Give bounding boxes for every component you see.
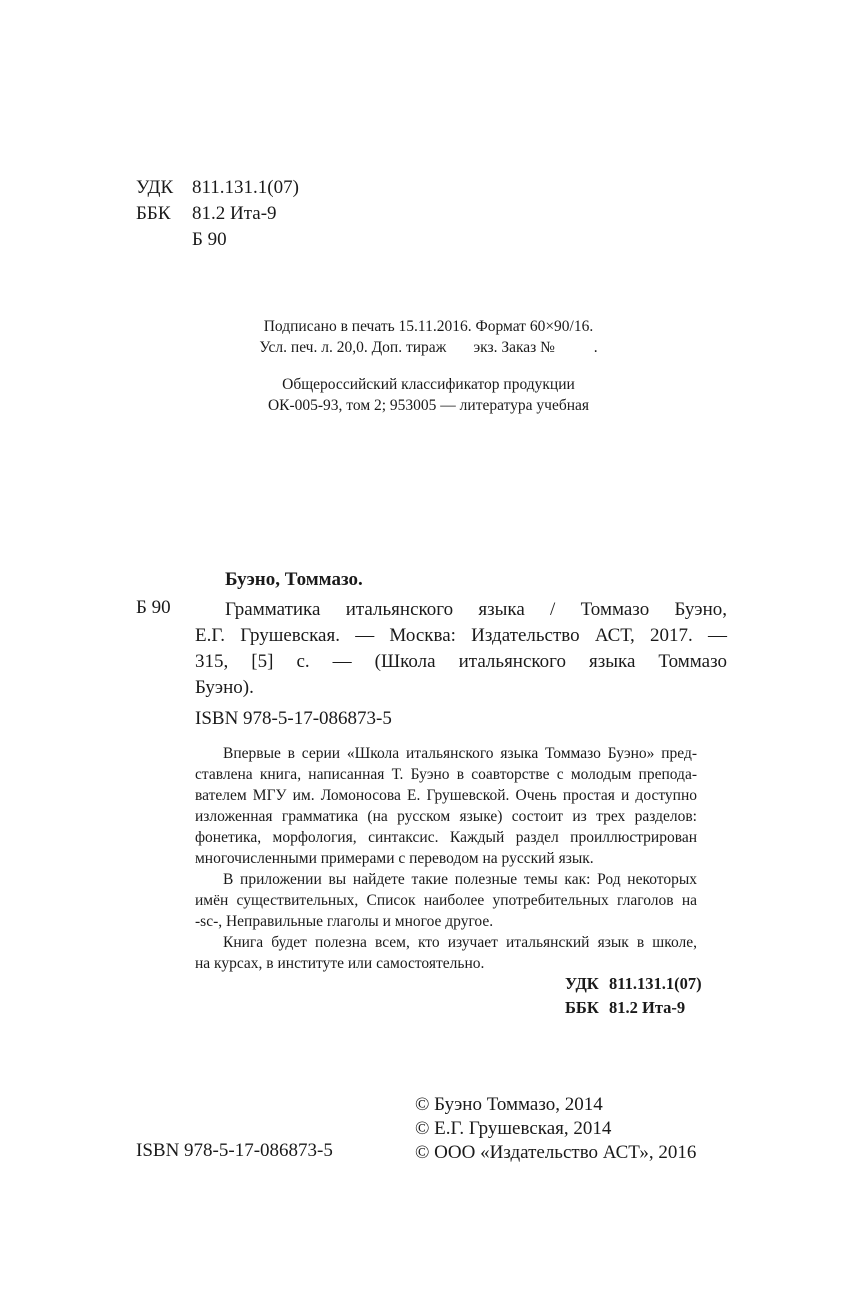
bib-line: 315, [5] с. — (Школа итальянского языка Томмазо (195, 651, 727, 672)
copyright-line: © ООО «Издательство АСТ», 2016 (415, 1142, 697, 1163)
bib-code: Б 90 (136, 597, 171, 618)
udk-value: 811.131.1(07) (192, 177, 299, 198)
right-classification (565, 972, 702, 1020)
right-bbk-line (565, 996, 702, 1020)
imprint-line-3: Общероссийский классификатор продукции (282, 376, 575, 393)
author-code: Б 90 (192, 229, 227, 250)
annotation-line: вателем МГУ им. Ломоносова Е. Грушевской. Очень простая и доступно (195, 787, 697, 804)
bib-isbn: ISBN 978-5-17-086873-5 (195, 708, 392, 729)
imprint-block (0, 316, 857, 416)
annotation-line: ставлена книга, написанная Т. Буэно в соавторстве с молодым препода- (195, 766, 697, 783)
copyright-line: © Е.Г. Грушевская, 2014 (415, 1118, 612, 1139)
bbk-value: 81.2 Ита-9 (192, 203, 277, 224)
copyright-line: © Буэно Томмазо, 2014 (415, 1094, 603, 1115)
udk-line (136, 175, 299, 201)
udk-label: УДК (136, 177, 174, 198)
right-udk-value: 811.131.1(07) (609, 974, 702, 993)
bib-line: Буэно). (195, 677, 254, 698)
annotation (195, 743, 697, 974)
author-code-line (136, 227, 299, 253)
annotation-line: на курсах, в институте или самостоятельно. (195, 955, 485, 972)
annotation-line: многочисленными примерами с переводом на русский язык. (195, 850, 594, 867)
annotation-line: имён существительных, Список наиболее употребительных глаголов на (195, 892, 697, 909)
right-bbk-label: ББК (565, 998, 599, 1017)
annotation-line: изложенная грамматика (на русском языке) состоит из трех разделов: (195, 808, 697, 825)
copyright-block (415, 1093, 696, 1165)
bbk-label: ББК (136, 203, 171, 224)
annotation-line: В приложении вы найдете такие полезные темы как: Род некоторых (223, 871, 697, 888)
bib-text (195, 597, 727, 701)
right-bbk-value: 81.2 Ита-9 (609, 998, 686, 1017)
imprint-line-2: Усл. печ. л. 20,0. Доп. тираж экз. Заказ № . (259, 339, 598, 356)
annotation-line: Впервые в серии «Школа итальянского языка Томмазо Буэно» пред- (223, 745, 697, 762)
classification-block (136, 175, 299, 253)
annotation-line: фонетика, морфология, синтаксис. Каждый раздел проиллюстрирован (195, 829, 697, 846)
bib-author: Буэно, Томмазо. (225, 569, 363, 590)
imprint-line-4: ОК-005-93, том 2; 953005 — литература учебная (267, 397, 590, 414)
imprint-line-1: Подписано в печать 15.11.2016. Формат 60×90/16. (263, 318, 594, 335)
bbk-line (136, 201, 299, 227)
annotation-line: -sc-, Неправильные глаголы и многое другое. (195, 913, 494, 930)
right-udk-label: УДК (565, 974, 599, 993)
annotation-line: Книга будет полезна всем, кто изучает итальянский язык в школе, (223, 934, 697, 951)
bib-line: Е.Г. Грушевская. — Москва: Издательство АСТ, 2017. — (195, 625, 727, 646)
bib-line: Грамматика итальянского языка / Томмазо Буэно, (225, 599, 727, 620)
footer-isbn: ISBN 978-5-17-086873-5 (136, 1140, 333, 1161)
right-udk-line (565, 972, 702, 996)
